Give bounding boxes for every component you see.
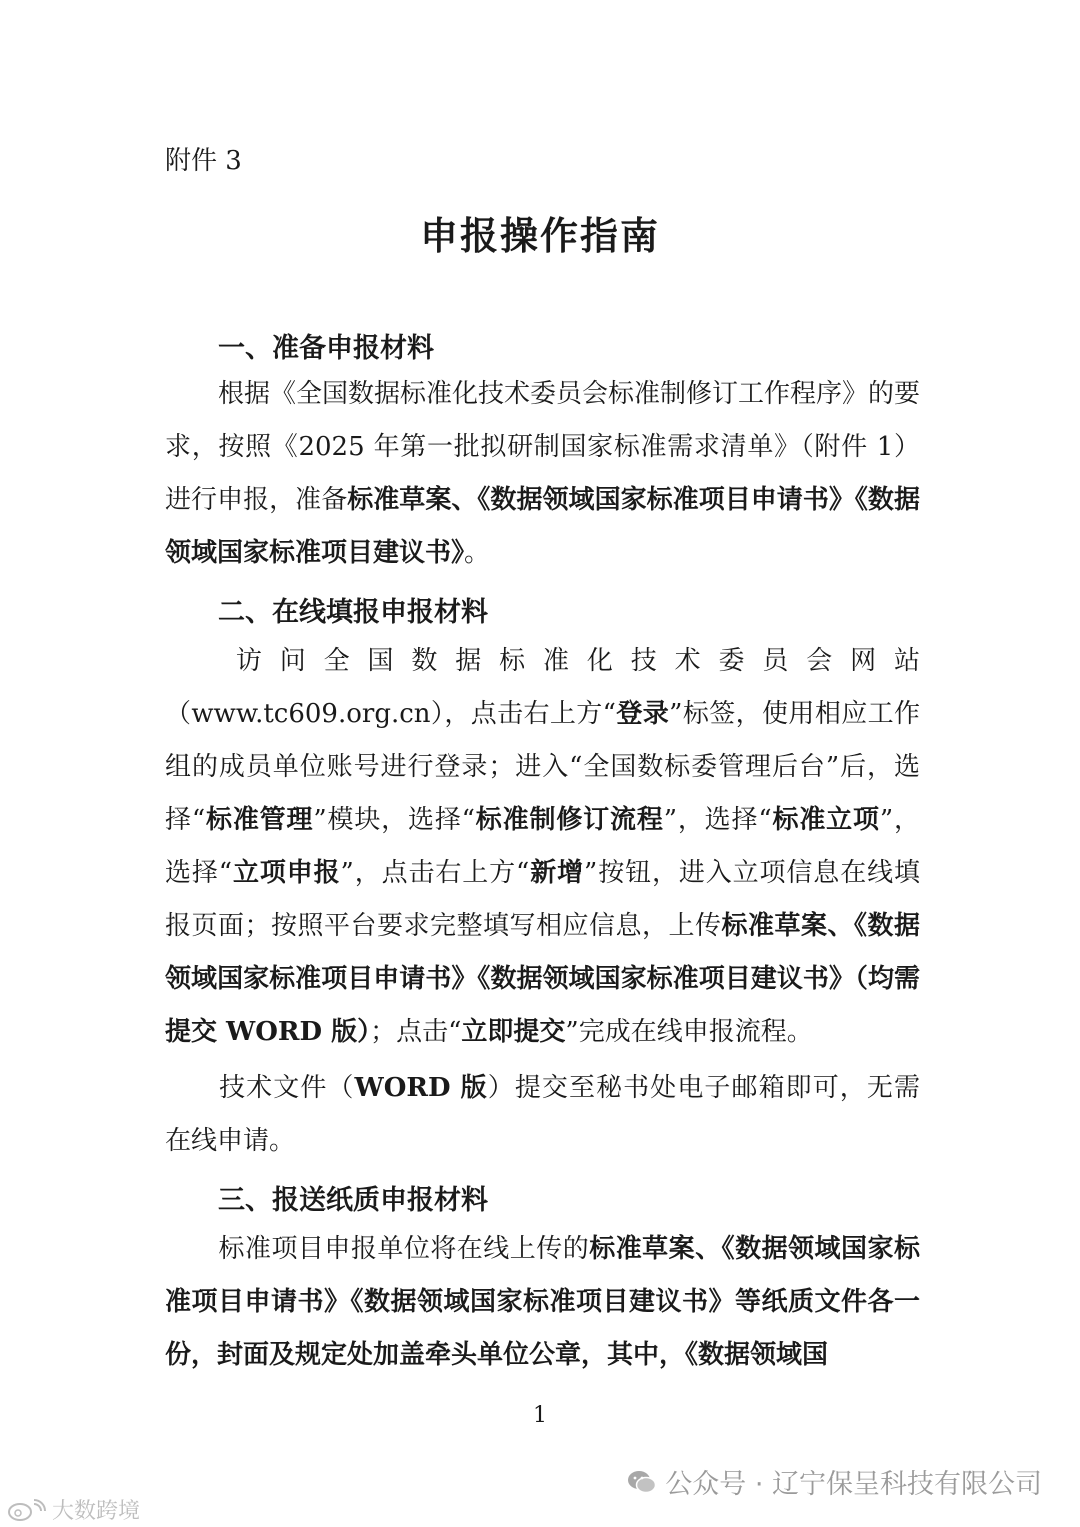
paragraph-word-version: [165, 1062, 920, 1168]
document-title: 申报操作指南: [419, 213, 660, 258]
bold-span: 标准制修订流程: [474, 805, 664, 835]
text-span: ”标签，使用相应工作组的成员单位账号进行登录；进入“全国数标委管理后台”后，选择“: [165, 699, 920, 835]
section-heading-paper: 三、报送纸质申报材料: [218, 1185, 488, 1216]
wechat-icon: [627, 1469, 657, 1495]
attachment-label: 附件 3: [165, 146, 242, 176]
bold-span: 立即提交: [461, 1017, 566, 1047]
weibo-icon: [6, 1498, 48, 1522]
text-span: 标准项目申报单位将在线上传的: [218, 1234, 590, 1264]
bold-span: 立项申报: [232, 858, 341, 888]
text-span: ”，选择“: [165, 805, 920, 888]
text-span: ”完成在线申报流程。: [565, 1017, 813, 1047]
paragraph-prepare: [165, 368, 920, 580]
text-span: ）提交至秘书处电子邮箱即可，无需在线申请。: [165, 1073, 920, 1156]
watermark-left-text: 大数跨境: [52, 1499, 141, 1524]
page-number: 1: [533, 1403, 547, 1428]
bold-span: WORD 版: [354, 1073, 488, 1103]
text-span: ”，选择“: [663, 805, 772, 835]
text-span: ”按钮，进入立项信息在线填报页面；按照平台要求完整填写相应信息，上传: [165, 858, 920, 941]
text-span: 。: [464, 538, 491, 568]
text-span: 访问全国数据标准化技术委员会网站（www.tc609.org.cn），点击右上方“: [165, 646, 920, 729]
section-heading-prepare: 一、准备申报材料: [218, 333, 434, 364]
bold-span: 标准草案、《数据领域国家标准项目申请书》《数据领域国家标准项目建议书》（均需提交 WORD 版）: [165, 911, 920, 1047]
paragraph-online: [165, 635, 920, 1059]
bold-span: 新增: [529, 858, 585, 888]
text-span: 根据《全国数据标准化技术委员会标准制修订工作程序》的要求，按照《2025 年第一批拟研制国家标准需求清单》（附件 1）进行申报，准备: [165, 379, 921, 515]
text-span: 技术文件（: [218, 1073, 355, 1103]
text-span: ；点击“: [370, 1017, 462, 1047]
paragraph-paper: [165, 1223, 920, 1382]
watermark-right-text: 公众号 · 辽宁保呈科技有限公司: [665, 1469, 1042, 1500]
bold-span: 标准管理: [205, 805, 314, 835]
watermark-official-account: [627, 1462, 1042, 1501]
bold-span: 标准立项: [771, 805, 880, 835]
text-span: ”模块，选择“: [313, 805, 475, 835]
watermark-weibo: [6, 1494, 140, 1525]
bold-span: 登录: [615, 699, 670, 729]
text-span: ”，点击右上方“: [340, 858, 530, 888]
section-heading-online: 二、在线填报申报材料: [218, 597, 488, 628]
bold-span: 标准草案、《数据领域国家标准项目申请书》《数据领域国家标准项目建议书》: [165, 485, 920, 568]
bold-span: 标准草案、《数据领域国家标准项目申请书》《数据领域国家标准项目建议书》等纸质文件各一份，封面及规定处加盖牵头单位公章，其中，《数据领域国: [165, 1234, 920, 1370]
